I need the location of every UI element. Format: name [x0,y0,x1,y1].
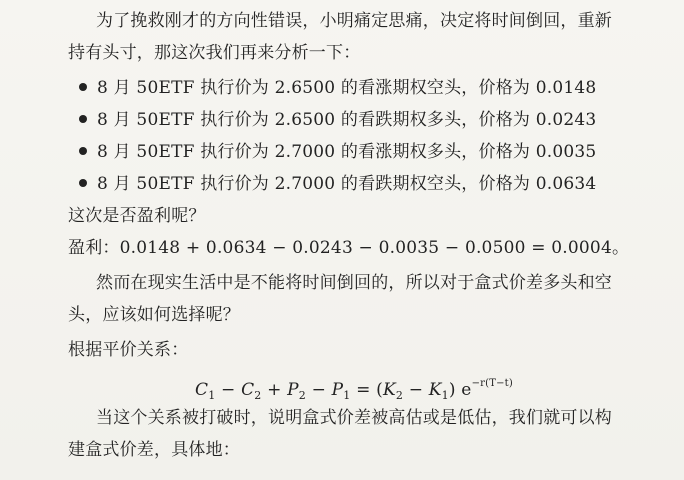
paragraph-3-line-1: 当这个关系被打破时，说明盒式价差被高估或是低估，我们就可以构 [96,408,612,428]
profit-calculation: 盈利：0.0148 + 0.0634 − 0.0243 − 0.0035 − 0.0500 = 0.0004。 [68,238,630,258]
bullet-item-3 [79,139,596,165]
bullet-text: 8 月 50ETF 执行价为 2.7000 的看涨期权多头，价格为 0.0035 [97,142,597,162]
bullet-dot-icon [79,179,87,187]
bullet-item-1 [79,75,596,101]
paragraph-1-line-1: 为了挽救刚才的方向性错误，小明痛定思痛，决定将时间倒回，重新 [96,11,612,31]
bullet-text: 8 月 50ETF 执行价为 2.7000 的看跌期权空头，价格为 0.0634 [97,174,597,194]
bullet-text: 8 月 50ETF 执行价为 2.6500 的看涨期权空头，价格为 0.0148 [97,78,597,98]
paragraph-2-line-2: 头，应该如何选择呢？ [68,305,240,325]
paragraph-2-line-1: 然而在现实生活中是不能将时间倒回的，所以对于盒式价差多头和空 [96,273,612,293]
paragraph-1-line-2: 持有头寸，那这次我们再来分析一下： [68,43,361,63]
put-call-parity-formula: $C_1 - C_2 + P_2 - P_1 = (K_2 - K_1)$ $e^{-r(T-t)}$ [195,378,513,402]
bullet-dot-icon [79,147,87,155]
bullet-item-2 [79,107,596,133]
question-text: 这次是否盈利呢？ [68,206,206,226]
paragraph-3-line-2: 建盒式价差，具体地： [68,440,240,460]
bullet-dot-icon [79,83,87,91]
bullet-text: 8 月 50ETF 执行价为 2.6500 的看跌期权多头，价格为 0.0243 [97,110,597,130]
bullet-dot-icon [79,115,87,123]
bullet-item-4 [79,171,596,197]
parity-intro: 根据平价关系： [68,340,189,360]
